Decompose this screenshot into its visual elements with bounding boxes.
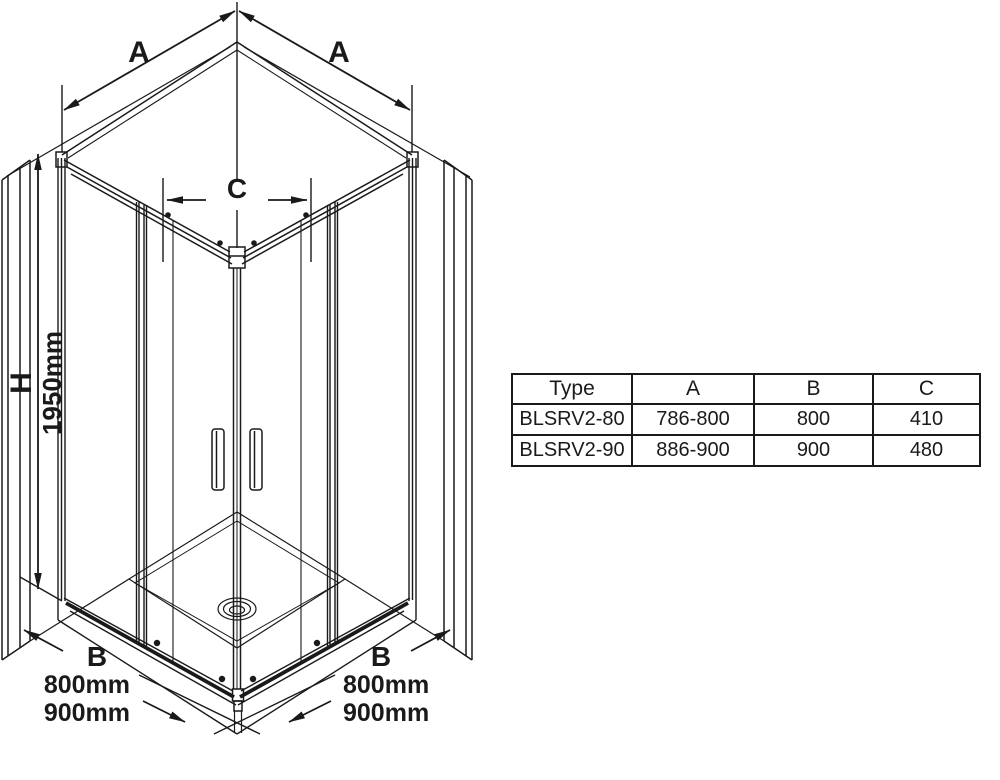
size-label-900-left: 900mm bbox=[43, 699, 130, 727]
cell-type: BLSRV2-80 bbox=[512, 404, 632, 435]
table-row bbox=[512, 404, 980, 435]
left-door-handle bbox=[212, 429, 224, 490]
size-label-900-right: 900mm bbox=[343, 699, 430, 727]
cell-a: 786-800 bbox=[632, 404, 754, 435]
col-header-c: C bbox=[873, 374, 980, 404]
cell-c: 410 bbox=[873, 404, 980, 435]
dim-label-h: H bbox=[5, 372, 38, 394]
dimension-labels bbox=[5, 36, 429, 727]
size-label-800-left: 800mm bbox=[43, 671, 130, 699]
col-header-b: B bbox=[754, 374, 873, 404]
cell-a: 886-900 bbox=[632, 435, 754, 466]
cell-b: 800 bbox=[754, 404, 873, 435]
spec-table bbox=[511, 373, 981, 467]
dim-label-c: C bbox=[226, 173, 248, 204]
cell-type: BLSRV2-90 bbox=[512, 435, 632, 466]
right-door-handle bbox=[250, 429, 262, 490]
cell-c: 480 bbox=[873, 435, 980, 466]
dim-label-1950mm: 1950mm bbox=[37, 330, 67, 436]
cell-b: 900 bbox=[754, 435, 873, 466]
dim-label-a-left: A bbox=[128, 36, 150, 69]
table-row bbox=[512, 435, 980, 466]
dim-label-b-right: B bbox=[370, 641, 392, 672]
col-header-a: A bbox=[632, 374, 754, 404]
dim-label-b-left: B bbox=[86, 641, 108, 672]
col-header-type: Type bbox=[512, 374, 632, 404]
corner-post bbox=[233, 268, 244, 733]
size-label-800-right: 800mm bbox=[343, 671, 430, 699]
spec-table-header-row bbox=[512, 374, 980, 404]
dim-label-a-right: A bbox=[328, 36, 350, 69]
dimension-lines bbox=[20, 2, 450, 734]
